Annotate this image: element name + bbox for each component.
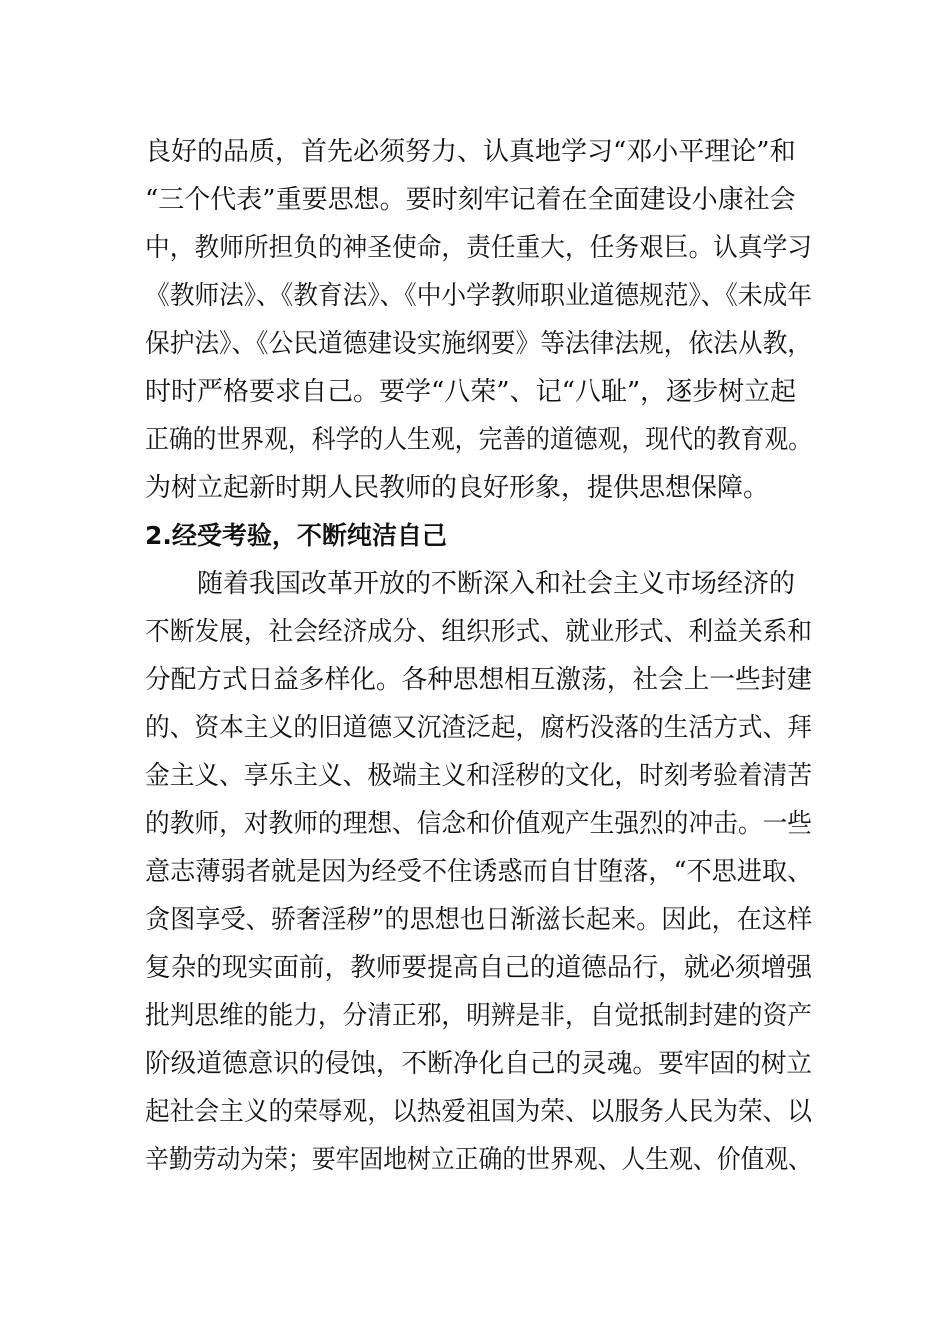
paragraph-1-line-8: 为树立起新时期人民教师的良好形象，提供思想保障。 (145, 473, 770, 503)
paragraph-1-line-5: 保护法》、《公民道德建设实施纲要》等法律法规，依法从教， (145, 329, 812, 359)
paragraph-2-line-4: 的、资本主义的旧道德又沉渣泛起，腐朽没落的生活方式、拜 (145, 713, 812, 743)
paragraph-2-line-7: 意志薄弱者就是因为经受不住诱惑而自甘堕落，“不思进取、 (145, 857, 813, 887)
paragraph-1-line-6: 时时严格要求自己。要学“八荣”、记“八耻”，逐步树立起 (145, 377, 797, 407)
paragraph-1-line-2: “三个代表”重要思想。要时刻牢记着在全面建设小康社会 (145, 185, 796, 215)
paragraph-1-line-4: 《教师法》、《教育法》、《中小学教师职业道德规范》、《未成年 (145, 281, 812, 311)
paragraph-2-line-5: 金主义、享乐主义、极端主义和淫秽的文化，时刻考验着清苦 (145, 761, 812, 791)
paragraph-2-line-11: 阶级道德意识的侵蚀，不断净化自己的灵魂。要牢固的树立 (145, 1049, 813, 1079)
paragraph-1-line-7: 正确的世界观，科学的人生观，完善的道德观，现代的教育观。 (145, 425, 813, 455)
paragraph-2-line-1: 随着我国改革开放的不断深入和社会主义市场经济的 (197, 569, 796, 599)
paragraph-2-line-9: 复杂的现实面前，教师要提高自己的道德品行，就必须增强 (145, 953, 813, 983)
paragraph-2-line-12: 起社会主义的荣辱观，以热爱祖国为荣、以服务人民为荣、以 (145, 1097, 812, 1127)
paragraph-2-line-3: 分配方式日益多样化。各种思想相互激荡，社会上一些封建 (145, 665, 813, 695)
paragraph-2-line-2: 不断发展，社会经济成分、组织形式、就业形式、利益关系和 (145, 617, 812, 647)
paragraph-2-line-8: 贪图享受、骄奢淫秽”的思想也日渐滋长起来。因此，在这样 (145, 905, 813, 935)
paragraph-2-line-6: 的教师，对教师的理想、信念和价值观产生强烈的冲击。一些 (145, 809, 812, 839)
paragraph-1-line-1: 良好的品质，首先必须努力、认真地学习“邓小平理论”和 (145, 137, 796, 167)
section-heading: 2.经受考验，不断纯洁自己 (145, 521, 447, 550)
paragraph-2-line-13: 辛勤劳动为荣；要牢固地树立正确的世界观、人生观、价值观、 (145, 1145, 813, 1175)
paragraph-1-line-3: 中，教师所担负的神圣使命，责任重大，任务艰巨。认真学习 (145, 233, 812, 263)
paragraph-2-line-10: 批判思维的能力，分清正邪，明辨是非，自觉抵制封建的资产 (145, 1001, 812, 1031)
